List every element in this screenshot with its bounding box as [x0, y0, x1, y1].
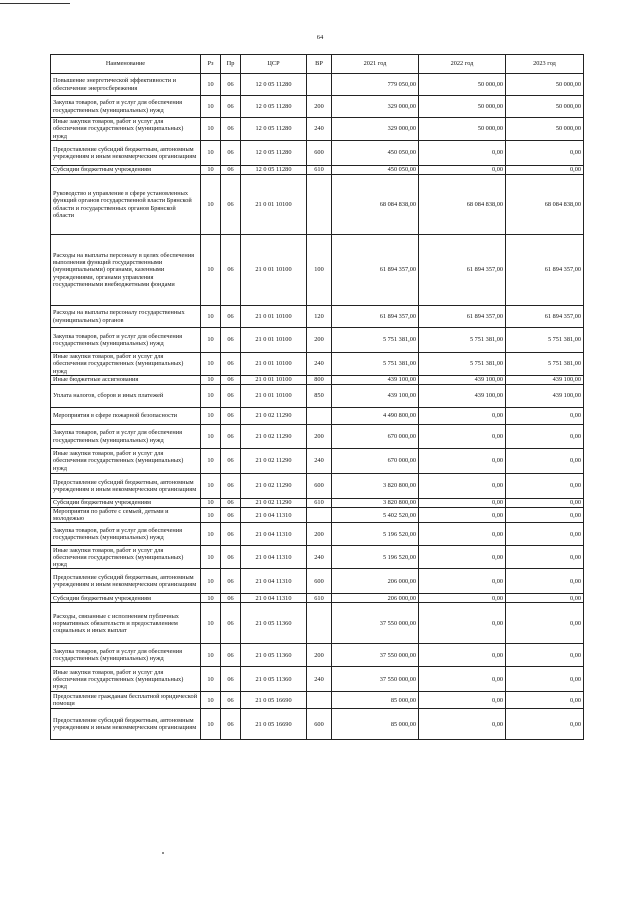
cell-vr: 240 [307, 667, 332, 692]
cell-csr: 21 0 02 11290 [241, 425, 307, 449]
top-edge-line [0, 3, 70, 4]
cell-2022: 5 751 381,00 [419, 353, 506, 376]
cell-name: Расходы, связанные с исполнением публичных нормативных обязательств и предоставлением социальных и иных выплат [51, 603, 201, 644]
cell-csr: 21 0 02 11290 [241, 408, 307, 425]
cell-rz: 10 [201, 692, 221, 709]
cell-vr: 600 [307, 709, 332, 740]
cell-pr: 06 [221, 353, 241, 376]
cell-2023: 68 084 838,00 [506, 175, 584, 235]
table-row [51, 523, 584, 546]
cell-pr: 06 [221, 569, 241, 594]
cell-csr: 21 0 02 11290 [241, 499, 307, 508]
scan-speck [162, 852, 164, 854]
table-row [51, 385, 584, 408]
cell-vr: 200 [307, 96, 332, 118]
table-header-row [51, 55, 584, 74]
cell-2023: 0,00 [506, 449, 584, 474]
cell-name: Закупка товаров, работ и услуг для обеспечения государственных (муниципальных) нужд [51, 96, 201, 118]
budget-table [50, 54, 584, 740]
cell-2023: 0,00 [506, 425, 584, 449]
cell-2021: 37 550 000,00 [332, 667, 419, 692]
cell-2022: 0,00 [419, 141, 506, 166]
cell-2021: 85 000,00 [332, 692, 419, 709]
cell-pr: 06 [221, 175, 241, 235]
cell-pr: 06 [221, 644, 241, 667]
cell-2021: 5 402 520,00 [332, 508, 419, 523]
header-rz: Рз [201, 55, 221, 74]
cell-2023: 50 000,00 [506, 118, 584, 141]
cell-vr [307, 74, 332, 96]
cell-2022: 0,00 [419, 603, 506, 644]
cell-2022: 439 100,00 [419, 385, 506, 408]
cell-name: Иные закупки товаров, работ и услуг для обеспечения государственных (муниципальных) нужд [51, 118, 201, 141]
cell-vr [307, 408, 332, 425]
cell-rz: 10 [201, 523, 221, 546]
cell-rz: 10 [201, 667, 221, 692]
cell-vr: 850 [307, 385, 332, 408]
cell-name: Иные закупки товаров, работ и услуг для обеспечения государственных (муниципальных) нужд [51, 546, 201, 569]
cell-csr: 12 0 05 11280 [241, 166, 307, 175]
cell-rz: 10 [201, 235, 221, 306]
table-row [51, 546, 584, 569]
table-row [51, 306, 584, 328]
cell-vr [307, 175, 332, 235]
cell-rz: 10 [201, 508, 221, 523]
table-row [51, 96, 584, 118]
cell-rz: 10 [201, 644, 221, 667]
cell-name: Субсидии бюджетным учреждениям [51, 594, 201, 603]
cell-name: Мероприятия в сфере пожарной безопасности [51, 408, 201, 425]
cell-name: Расходы на выплаты персоналу государственных (муниципальных) органов [51, 306, 201, 328]
cell-2022: 0,00 [419, 425, 506, 449]
cell-vr: 600 [307, 474, 332, 499]
cell-2023: 0,00 [506, 667, 584, 692]
cell-name: Мероприятия по работе с семьей, детьми и молодежью [51, 508, 201, 523]
cell-name: Повышение энергетической эффективности и обеспечение энергосбережения [51, 74, 201, 96]
cell-2021: 61 894 357,00 [332, 306, 419, 328]
cell-vr: 600 [307, 141, 332, 166]
cell-vr: 240 [307, 546, 332, 569]
cell-vr: 800 [307, 376, 332, 385]
cell-2021: 37 550 000,00 [332, 644, 419, 667]
cell-rz: 10 [201, 385, 221, 408]
table-row [51, 644, 584, 667]
table-row [51, 425, 584, 449]
cell-csr: 12 0 05 11280 [241, 74, 307, 96]
cell-csr: 21 0 04 11310 [241, 508, 307, 523]
cell-name: Субсидии бюджетным учреждениям [51, 499, 201, 508]
cell-2023: 0,00 [506, 569, 584, 594]
table-row [51, 709, 584, 740]
table-row [51, 74, 584, 96]
table-row [51, 328, 584, 353]
cell-csr: 21 0 01 10100 [241, 175, 307, 235]
cell-2023: 0,00 [506, 141, 584, 166]
table-row [51, 235, 584, 306]
header-csr: ЦСР [241, 55, 307, 74]
cell-rz: 10 [201, 499, 221, 508]
cell-rz: 10 [201, 376, 221, 385]
table-row [51, 175, 584, 235]
cell-pr: 06 [221, 385, 241, 408]
cell-rz: 10 [201, 449, 221, 474]
cell-2022: 0,00 [419, 449, 506, 474]
cell-2023: 0,00 [506, 508, 584, 523]
cell-name: Закупка товаров, работ и услуг для обеспечения государственных (муниципальных) нужд [51, 523, 201, 546]
cell-vr: 610 [307, 166, 332, 175]
cell-2022: 68 084 838,00 [419, 175, 506, 235]
cell-csr: 21 0 04 11310 [241, 523, 307, 546]
cell-2022: 61 894 357,00 [419, 306, 506, 328]
cell-vr: 200 [307, 523, 332, 546]
cell-vr: 200 [307, 425, 332, 449]
cell-2023: 0,00 [506, 546, 584, 569]
cell-2022: 0,00 [419, 594, 506, 603]
cell-2022: 0,00 [419, 499, 506, 508]
cell-pr: 06 [221, 376, 241, 385]
cell-csr: 21 0 01 10100 [241, 328, 307, 353]
cell-2023: 5 751 381,00 [506, 328, 584, 353]
cell-2021: 450 050,00 [332, 166, 419, 175]
cell-2021: 61 894 357,00 [332, 235, 419, 306]
cell-2021: 5 196 520,00 [332, 523, 419, 546]
cell-name: Уплата налогов, сборов и иных платежей [51, 385, 201, 408]
cell-name: Расходы на выплаты персоналу в целях обеспечения выполнения функций государственными (муниципальными) органами, казенными учреждениями, органами управления государственными внебюджетными фондами [51, 235, 201, 306]
cell-csr: 21 0 05 16690 [241, 692, 307, 709]
table-row [51, 594, 584, 603]
cell-name: Предоставление субсидий бюджетным, автономным учреждениям и иным некоммерческим организациям [51, 474, 201, 499]
table-row [51, 449, 584, 474]
table-row [51, 353, 584, 376]
cell-csr: 21 0 01 10100 [241, 306, 307, 328]
cell-2021: 439 100,00 [332, 385, 419, 408]
cell-pr: 06 [221, 449, 241, 474]
cell-name: Иные закупки товаров, работ и услуг для обеспечения государственных (муниципальных) нужд [51, 449, 201, 474]
cell-2021: 206 000,00 [332, 569, 419, 594]
cell-vr [307, 603, 332, 644]
cell-pr: 06 [221, 118, 241, 141]
cell-rz: 10 [201, 569, 221, 594]
cell-2023: 61 894 357,00 [506, 235, 584, 306]
table-row [51, 376, 584, 385]
table-body [51, 74, 584, 740]
cell-pr: 06 [221, 166, 241, 175]
cell-2021: 779 050,00 [332, 74, 419, 96]
cell-rz: 10 [201, 96, 221, 118]
cell-csr: 21 0 01 10100 [241, 353, 307, 376]
cell-2021: 5 196 520,00 [332, 546, 419, 569]
cell-2022: 0,00 [419, 667, 506, 692]
cell-vr: 600 [307, 569, 332, 594]
cell-2022: 50 000,00 [419, 96, 506, 118]
cell-pr: 06 [221, 328, 241, 353]
cell-2023: 0,00 [506, 594, 584, 603]
cell-csr: 21 0 05 11360 [241, 644, 307, 667]
cell-vr: 610 [307, 594, 332, 603]
cell-pr: 06 [221, 474, 241, 499]
cell-2022: 0,00 [419, 569, 506, 594]
cell-pr: 06 [221, 499, 241, 508]
table-row [51, 118, 584, 141]
cell-2021: 3 820 800,00 [332, 499, 419, 508]
cell-pr: 06 [221, 508, 241, 523]
cell-rz: 10 [201, 594, 221, 603]
cell-2023: 0,00 [506, 644, 584, 667]
cell-rz: 10 [201, 328, 221, 353]
table-row [51, 603, 584, 644]
cell-2023: 0,00 [506, 474, 584, 499]
page-number: 64 [316, 34, 324, 41]
cell-rz: 10 [201, 603, 221, 644]
cell-csr: 12 0 05 11280 [241, 141, 307, 166]
cell-csr: 21 0 05 16690 [241, 709, 307, 740]
cell-pr: 06 [221, 692, 241, 709]
cell-2021: 5 751 381,00 [332, 353, 419, 376]
cell-csr: 21 0 02 11290 [241, 449, 307, 474]
cell-pr: 06 [221, 306, 241, 328]
cell-name: Руководство и управление в сфере установленных функций органов государственной власти Брянской области и государственных органов Брянской области [51, 175, 201, 235]
cell-vr: 120 [307, 306, 332, 328]
cell-2023: 61 894 357,00 [506, 306, 584, 328]
cell-2023: 50 000,00 [506, 96, 584, 118]
cell-2021: 670 000,00 [332, 425, 419, 449]
cell-rz: 10 [201, 141, 221, 166]
cell-rz: 10 [201, 425, 221, 449]
cell-csr: 21 0 05 11360 [241, 667, 307, 692]
cell-2022: 0,00 [419, 644, 506, 667]
cell-2022: 0,00 [419, 692, 506, 709]
cell-rz: 10 [201, 166, 221, 175]
cell-2022: 50 000,00 [419, 118, 506, 141]
header-2021: 2021 год [332, 55, 419, 74]
cell-name: Иные закупки товаров, работ и услуг для обеспечения государственных (муниципальных) нужд [51, 667, 201, 692]
table-row [51, 499, 584, 508]
cell-2022: 0,00 [419, 546, 506, 569]
cell-2021: 3 820 800,00 [332, 474, 419, 499]
cell-name: Закупка товаров, работ и услуг для обеспечения государственных (муниципальных) нужд [51, 644, 201, 667]
cell-rz: 10 [201, 306, 221, 328]
cell-csr: 21 0 01 10100 [241, 376, 307, 385]
cell-pr: 06 [221, 603, 241, 644]
cell-2021: 450 050,00 [332, 141, 419, 166]
cell-2022: 0,00 [419, 474, 506, 499]
cell-pr: 06 [221, 667, 241, 692]
cell-2023: 0,00 [506, 709, 584, 740]
cell-name: Субсидии бюджетным учреждениям [51, 166, 201, 175]
cell-2022: 0,00 [419, 709, 506, 740]
cell-vr: 610 [307, 499, 332, 508]
cell-2023: 0,00 [506, 603, 584, 644]
cell-csr: 21 0 05 11360 [241, 603, 307, 644]
header-pr: Пр [221, 55, 241, 74]
cell-2021: 4 490 800,00 [332, 408, 419, 425]
cell-pr: 06 [221, 709, 241, 740]
cell-vr: 200 [307, 644, 332, 667]
cell-2023: 0,00 [506, 499, 584, 508]
cell-name: Закупка товаров, работ и услуг для обеспечения государственных (муниципальных) нужд [51, 328, 201, 353]
cell-pr: 06 [221, 141, 241, 166]
cell-2021: 5 751 381,00 [332, 328, 419, 353]
cell-csr: 21 0 04 11310 [241, 569, 307, 594]
cell-name: Иные закупки товаров, работ и услуг для обеспечения государственных (муниципальных) нужд [51, 353, 201, 376]
cell-name: Предоставление субсидий бюджетным, автономным учреждениям и иным некоммерческим организациям [51, 709, 201, 740]
cell-2023: 439 100,00 [506, 376, 584, 385]
cell-vr: 240 [307, 118, 332, 141]
cell-pr: 06 [221, 425, 241, 449]
cell-vr: 100 [307, 235, 332, 306]
cell-2022: 439 100,00 [419, 376, 506, 385]
cell-2021: 85 000,00 [332, 709, 419, 740]
cell-2021: 37 550 000,00 [332, 603, 419, 644]
cell-2022: 50 000,00 [419, 74, 506, 96]
cell-name: Предоставление гражданам бесплатной юридической помощи [51, 692, 201, 709]
cell-csr: 21 0 01 10100 [241, 235, 307, 306]
cell-pr: 06 [221, 594, 241, 603]
cell-2023: 0,00 [506, 692, 584, 709]
cell-csr: 21 0 04 11310 [241, 594, 307, 603]
cell-pr: 06 [221, 546, 241, 569]
cell-rz: 10 [201, 408, 221, 425]
cell-2022: 0,00 [419, 408, 506, 425]
table-row [51, 667, 584, 692]
cell-pr: 06 [221, 523, 241, 546]
cell-csr: 12 0 05 11280 [241, 96, 307, 118]
header-2023: 2023 год [506, 55, 584, 74]
cell-2023: 50 000,00 [506, 74, 584, 96]
cell-name: Закупка товаров, работ и услуг для обеспечения государственных (муниципальных) нужд [51, 425, 201, 449]
cell-vr [307, 508, 332, 523]
cell-vr: 240 [307, 449, 332, 474]
header-name: Наименование [51, 55, 201, 74]
cell-2023: 0,00 [506, 523, 584, 546]
cell-2023: 439 100,00 [506, 385, 584, 408]
cell-vr [307, 692, 332, 709]
cell-csr: 12 0 05 11280 [241, 118, 307, 141]
cell-rz: 10 [201, 353, 221, 376]
table-row [51, 569, 584, 594]
cell-2023: 5 751 381,00 [506, 353, 584, 376]
cell-rz: 10 [201, 118, 221, 141]
cell-rz: 10 [201, 175, 221, 235]
cell-2021: 329 000,00 [332, 118, 419, 141]
cell-pr: 06 [221, 408, 241, 425]
cell-2021: 68 084 838,00 [332, 175, 419, 235]
cell-2022: 0,00 [419, 508, 506, 523]
cell-vr: 200 [307, 328, 332, 353]
table-row [51, 474, 584, 499]
cell-2023: 0,00 [506, 166, 584, 175]
cell-2021: 439 100,00 [332, 376, 419, 385]
cell-name: Предоставление субсидий бюджетным, автономным учреждениям и иным некоммерческим организациям [51, 141, 201, 166]
cell-2021: 206 000,00 [332, 594, 419, 603]
table-row [51, 692, 584, 709]
cell-2023: 0,00 [506, 408, 584, 425]
header-vr: ВР [307, 55, 332, 74]
cell-rz: 10 [201, 474, 221, 499]
cell-name: Иные бюджетные ассигнования [51, 376, 201, 385]
cell-rz: 10 [201, 709, 221, 740]
cell-pr: 06 [221, 96, 241, 118]
cell-csr: 21 0 04 11310 [241, 546, 307, 569]
cell-vr: 240 [307, 353, 332, 376]
cell-rz: 10 [201, 546, 221, 569]
cell-name: Предоставление субсидий бюджетным, автономным учреждениям и иным некоммерческим организациям [51, 569, 201, 594]
header-2022: 2022 год [419, 55, 506, 74]
cell-pr: 06 [221, 74, 241, 96]
cell-csr: 21 0 01 10100 [241, 385, 307, 408]
cell-pr: 06 [221, 235, 241, 306]
table-row [51, 508, 584, 523]
cell-2022: 61 894 357,00 [419, 235, 506, 306]
cell-2022: 5 751 381,00 [419, 328, 506, 353]
cell-rz: 10 [201, 74, 221, 96]
table-row [51, 166, 584, 175]
cell-csr: 21 0 02 11290 [241, 474, 307, 499]
table-row [51, 141, 584, 166]
cell-2021: 329 000,00 [332, 96, 419, 118]
cell-2022: 0,00 [419, 166, 506, 175]
cell-2021: 670 000,00 [332, 449, 419, 474]
table-row [51, 408, 584, 425]
cell-2022: 0,00 [419, 523, 506, 546]
